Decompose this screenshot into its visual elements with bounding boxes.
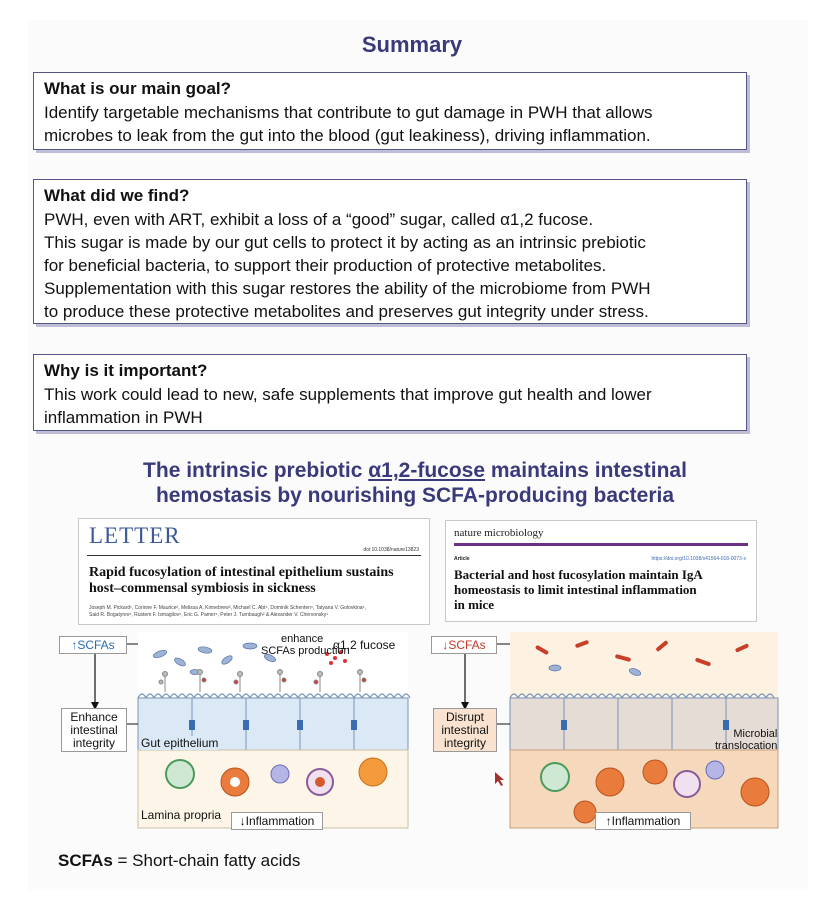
- translocation-line: translocation: [715, 740, 778, 752]
- paper-right-title: [454, 567, 703, 612]
- summary-title: Summary: [361, 32, 463, 57]
- figure-title-line2: hemostasis by nourishing SCFA-producing bacteria: [155, 484, 675, 507]
- findings-box: [33, 179, 747, 324]
- integrity-line: intestinal: [441, 723, 489, 737]
- enhance-label: enhance: [281, 633, 324, 645]
- importance-box: [33, 354, 747, 431]
- inflammation-down-label: ↓Inflammation: [231, 812, 323, 830]
- disrupt-integrity-label: [433, 708, 497, 752]
- goal-line: microbes to leak from the gut into the blood (gut leakiness), driving inflammation.: [44, 126, 651, 145]
- microbial-translocation-label: [715, 728, 777, 752]
- journal-bar: [454, 543, 748, 546]
- journal-letter: LETTER: [89, 523, 181, 548]
- scfa-production-label: SCFAs production: [261, 645, 350, 657]
- findings-line: This sugar is made by our gut cells to protect it by acting as an intrinsic prebiotic: [44, 233, 646, 252]
- paper-right-doi: https://doi.org/10.1038/s41564-018-0073-x: [651, 556, 746, 562]
- paper-right-title-line: in mice: [454, 597, 495, 612]
- authors-line: Joseph M. Pickard¹, Corinne F. Maurice², Melissa A. Kinnebrew³, Michael C. Abt⁴, Dominik Schenten⁵, Tatyana V. Golovkina⁶,: [89, 605, 366, 611]
- scfa-footnote: [58, 851, 300, 871]
- figure-title-part1: The intrinsic prebiotic: [143, 459, 369, 482]
- mouse-cursor-icon: [495, 772, 505, 791]
- importance-line: This work could lead to new, safe supplements that improve gut health and lower: [44, 385, 652, 404]
- findings-heading: What did we find?: [44, 186, 190, 205]
- findings-line: Supplementation with this sugar restores the ability of the microbiome from PWH: [44, 279, 651, 298]
- paper-right-title-line: homeostasis to limit intestinal inflammation: [454, 582, 697, 597]
- paper-left-title: [89, 565, 394, 597]
- translocation-line: Microbial: [733, 728, 778, 740]
- goal-box: [33, 72, 747, 150]
- scfa-up-label: ↑SCFAs: [59, 636, 127, 654]
- findings-line: to produce these protective metabolites and preserves gut integrity under stress.: [44, 302, 649, 321]
- diagram-right-disrupted: [425, 632, 785, 832]
- integrity-line: intestinal: [70, 723, 118, 737]
- paper-left-rule: [87, 555, 421, 556]
- importance-heading: Why is it important?: [44, 361, 208, 380]
- integrity-line: integrity: [443, 736, 487, 750]
- paper-left-authors: [89, 605, 424, 619]
- importance-line: inflammation in PWH: [44, 408, 203, 427]
- goal-heading: What is our main goal?: [44, 79, 232, 98]
- fucose-label: α1,2 fucose: [333, 638, 396, 652]
- figure-title-part2: maintains intestinal: [485, 459, 687, 482]
- integrity-line: integrity: [72, 736, 116, 750]
- integrity-line: Disrupt: [445, 710, 484, 724]
- paper-right: [445, 520, 757, 622]
- lamina-propria-label: Lamina propria: [141, 808, 222, 822]
- inflammation-up-label: ↑Inflammation: [595, 812, 691, 830]
- paper-left: [78, 518, 430, 625]
- figure-title-fucose: α1,2-fucose: [368, 459, 486, 482]
- enhance-integrity-label: [61, 708, 127, 752]
- paper-left-doi: doi:10.1038/nature13823: [363, 547, 419, 553]
- diagram-left-healthy: [55, 632, 415, 832]
- article-label: Article: [454, 556, 470, 562]
- footnote-term: SCFAs: [58, 851, 113, 870]
- goal-line: Identify targetable mechanisms that contribute to gut damage in PWH that allows: [44, 103, 653, 122]
- gut-epithelium-label: Gut epithelium: [141, 736, 219, 750]
- paper-left-title-line: host–commensal symbiosis in sickness: [89, 581, 316, 596]
- footnote-definition: = Short-chain fatty acids: [112, 851, 301, 870]
- scfa-down-label: ↓SCFAs: [431, 636, 497, 654]
- authors-line: Said R. Bogatyrev⁶, Rustem F. Ismagilov⁶, Eric G. Pamer⁴, Peter J. Turnbaugh² & Alexander V. Chervonsky¹: [89, 612, 328, 618]
- paper-left-title-line: Rapid fucosylation of intestinal epithelium sustains: [89, 565, 394, 580]
- integrity-line: Enhance: [70, 710, 118, 724]
- findings-line: PWH, even with ART, exhibit a loss of a “good” sugar, called α1,2 fucose.: [44, 210, 594, 229]
- figure-title: [60, 458, 770, 508]
- paper-right-title-line: Bacterial and host fucosylation maintain IgA: [454, 567, 703, 582]
- findings-line: for beneficial bacteria, to support their production of protective metabolites.: [44, 256, 607, 275]
- journal-nature-microbiology: nature microbiology: [454, 527, 544, 539]
